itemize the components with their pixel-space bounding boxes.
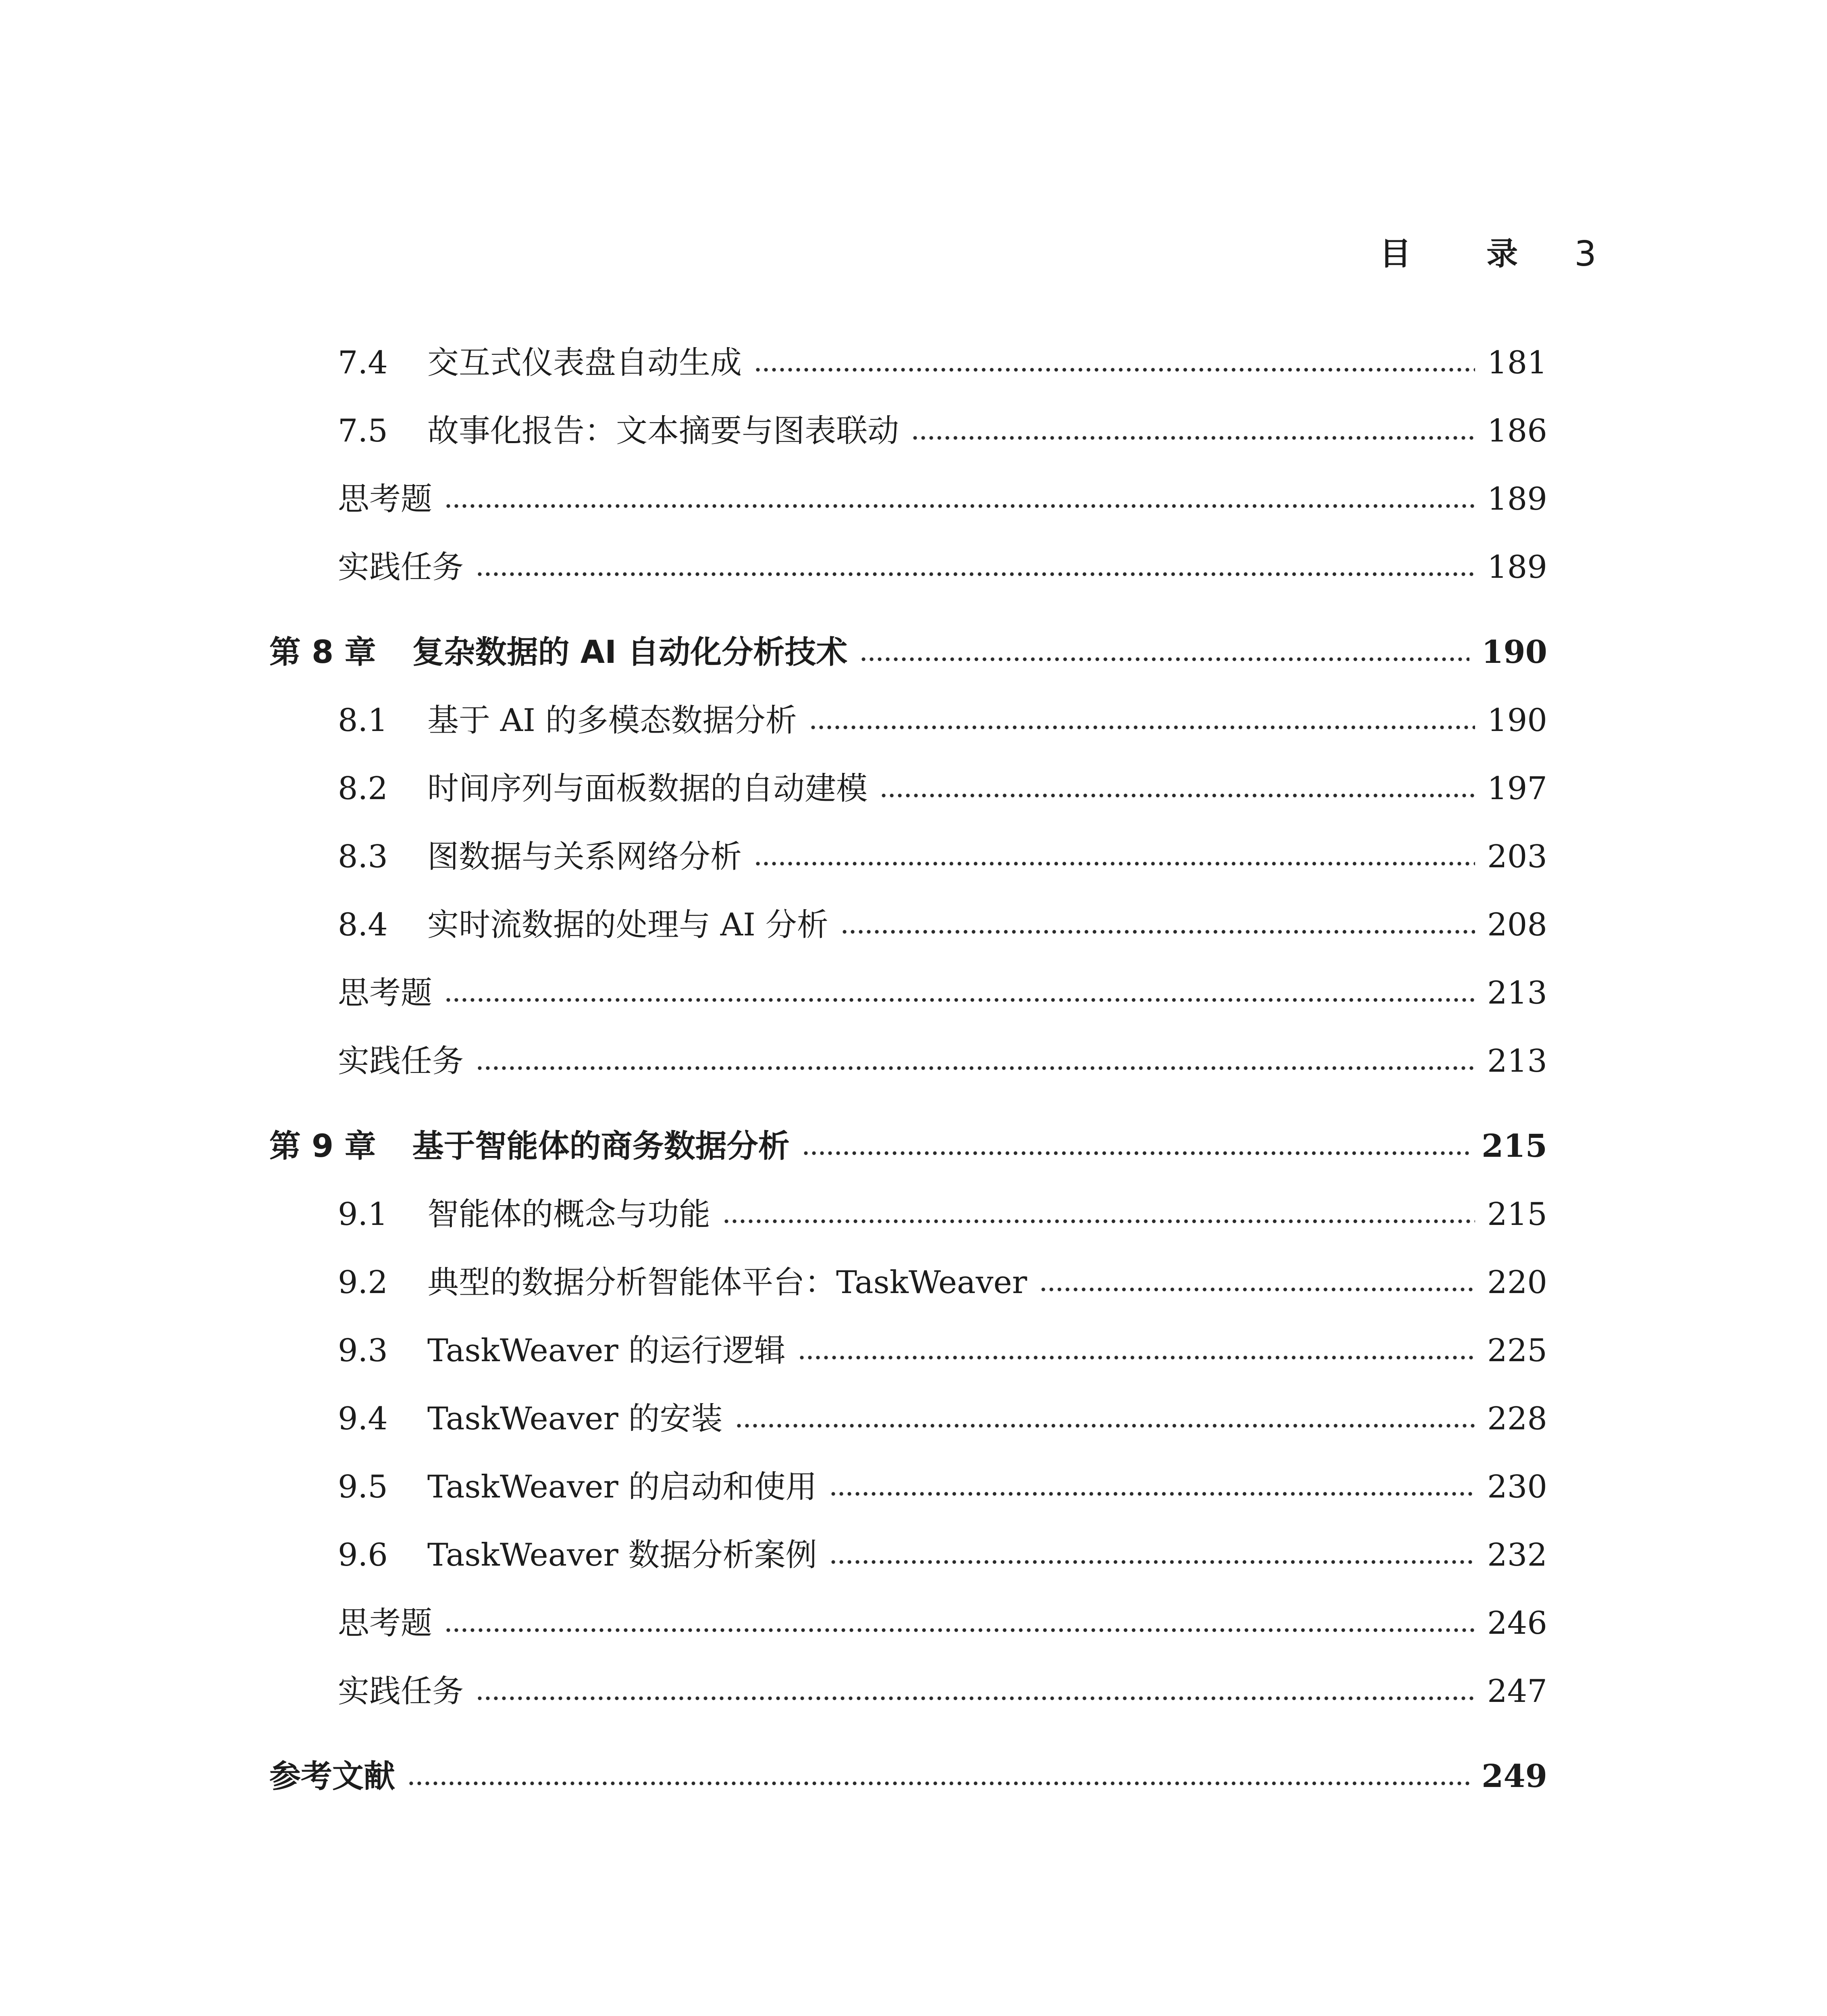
toc-entry-title: 智能体的概念与功能 xyxy=(427,1196,711,1233)
toc-entry-9-1[interactable] xyxy=(338,1190,1547,1239)
toc-dot-leader xyxy=(859,656,1469,663)
toc-dot-leader xyxy=(476,1695,1475,1702)
toc-entry-references[interactable] xyxy=(269,1752,1547,1801)
toc-entry-ch9-questions[interactable] xyxy=(338,1599,1547,1647)
toc-dot-leader xyxy=(476,571,1475,578)
toc-entry-page: 225 xyxy=(1487,1333,1547,1369)
toc-entry-8-4[interactable] xyxy=(338,901,1547,949)
toc-chapter-page: 215 xyxy=(1482,1128,1547,1164)
toc-entry-number: 7.5 xyxy=(338,413,388,449)
toc-entry-page: 189 xyxy=(1487,481,1547,517)
toc-entry-page: 232 xyxy=(1487,1537,1547,1573)
toc-dot-leader xyxy=(802,1150,1470,1157)
toc-entry-ch8-questions[interactable] xyxy=(338,969,1547,1017)
toc-entry-page: 190 xyxy=(1487,702,1547,739)
toc-entry-9-5[interactable] xyxy=(338,1463,1547,1511)
toc-entry-title: TaskWeaver 的启动和使用 xyxy=(427,1469,817,1505)
toc-entry-page: 189 xyxy=(1487,549,1547,585)
running-head-title: 目 录 xyxy=(1380,236,1550,272)
toc-entry-title: 思考题 xyxy=(338,481,433,517)
toc-dot-leader xyxy=(444,1627,1475,1634)
toc-entry-number: 9.5 xyxy=(338,1469,388,1505)
toc-entry-number: 8.4 xyxy=(338,907,388,943)
toc-entry-page: 213 xyxy=(1487,975,1547,1011)
toc-entry-ch7-practice[interactable] xyxy=(338,543,1547,591)
toc-entry-title: 实践任务 xyxy=(338,1673,464,1710)
toc-chapter-page: 249 xyxy=(1482,1758,1547,1795)
toc-dot-leader xyxy=(735,1422,1475,1429)
toc-entry-ch8-practice[interactable] xyxy=(338,1037,1547,1085)
toc-entry-page: 208 xyxy=(1487,907,1547,943)
toc-entry-page: 246 xyxy=(1487,1605,1547,1641)
toc-entry-title: 实践任务 xyxy=(338,1043,464,1079)
toc-entry-number: 9.6 xyxy=(338,1537,388,1573)
toc-entry-page: 213 xyxy=(1487,1043,1547,1079)
toc-entry-ch7-questions[interactable] xyxy=(338,475,1547,523)
toc-entry-9-2[interactable] xyxy=(338,1258,1547,1307)
toc-dot-leader xyxy=(829,1490,1475,1497)
toc-entry-9-3[interactable] xyxy=(338,1327,1547,1375)
toc-dot-leader xyxy=(911,434,1475,442)
toc-entry-9-4[interactable] xyxy=(338,1395,1547,1443)
toc-entry-number: 8.2 xyxy=(338,771,388,807)
toc-entry-number: 9.4 xyxy=(338,1401,388,1437)
toc-chapter-number: 第 8 章 xyxy=(269,634,376,671)
toc-entry-number: 8.1 xyxy=(338,702,388,739)
toc-entry-title: 思考题 xyxy=(338,975,433,1011)
toc-entry-page: 203 xyxy=(1487,839,1547,875)
toc-dot-leader xyxy=(809,724,1475,731)
toc-entry-page: 186 xyxy=(1487,413,1547,449)
toc-chapter-8[interactable] xyxy=(269,628,1547,677)
toc-entry-title: 基于 AI 的多模态数据分析 xyxy=(427,702,797,739)
toc-entry-8-3[interactable] xyxy=(338,833,1547,881)
toc-entry-page: 230 xyxy=(1487,1469,1547,1505)
toc-entry-title: 实时流数据的处理与 AI 分析 xyxy=(427,907,828,943)
toc-entry-title: 时间序列与面板数据的自动建模 xyxy=(427,771,868,807)
toc-entry-title: 实践任务 xyxy=(338,549,464,585)
toc-dot-leader xyxy=(722,1218,1475,1225)
toc-entry-number: 8.3 xyxy=(338,839,388,875)
toc-dot-leader xyxy=(476,1064,1475,1072)
toc-entry-7-5[interactable] xyxy=(338,407,1547,455)
toc-entry-title: TaskWeaver 数据分析案例 xyxy=(427,1537,817,1573)
toc-dot-leader xyxy=(754,860,1475,867)
toc-dot-leader xyxy=(1039,1286,1475,1293)
toc-dot-leader xyxy=(754,366,1475,373)
toc-chapter-page: 190 xyxy=(1482,634,1547,671)
toc-entry-number: 9.1 xyxy=(338,1196,388,1233)
toc-entry-title: TaskWeaver 的安装 xyxy=(427,1401,723,1437)
toc-entry-number: 9.3 xyxy=(338,1333,388,1369)
toc-entry-page: 220 xyxy=(1487,1264,1547,1301)
toc-entry-page: 197 xyxy=(1487,771,1547,807)
toc-chapter-title: 基于智能体的商务数据分析 xyxy=(412,1128,790,1164)
toc-entry-page: 181 xyxy=(1487,345,1547,381)
toc-entry-title: 思考题 xyxy=(338,1605,433,1641)
toc-dot-leader xyxy=(444,502,1475,510)
toc-dot-leader xyxy=(880,792,1475,799)
toc-entry-ch9-practice[interactable] xyxy=(338,1667,1547,1716)
toc-dot-leader xyxy=(444,996,1475,1004)
toc-entry-page: 247 xyxy=(1487,1673,1547,1710)
toc-entry-7-4[interactable] xyxy=(338,339,1547,387)
toc-entry-number: 9.2 xyxy=(338,1264,388,1301)
running-head-page-number: 3 xyxy=(1574,234,1596,274)
toc-chapter-number: 第 9 章 xyxy=(269,1128,376,1164)
toc-entry-title: 交互式仪表盘自动生成 xyxy=(427,345,742,381)
toc-dot-leader xyxy=(829,1558,1475,1566)
toc-entry-8-2[interactable] xyxy=(338,764,1547,813)
toc-dot-leader xyxy=(798,1354,1475,1361)
toc-chapter-title: 复杂数据的 AI 自动化分析技术 xyxy=(412,634,848,671)
toc-entry-title: 故事化报告：文本摘要与图表联动 xyxy=(427,413,899,449)
toc-entry-title: TaskWeaver 的运行逻辑 xyxy=(427,1333,786,1369)
toc-entry-page: 228 xyxy=(1487,1401,1547,1437)
toc-chapter-9[interactable] xyxy=(269,1122,1547,1170)
toc-dot-leader xyxy=(407,1780,1469,1787)
toc-entry-title: 图数据与关系网络分析 xyxy=(427,839,742,875)
toc-chapter-title: 参考文献 xyxy=(269,1758,395,1795)
toc-dot-leader xyxy=(841,928,1475,935)
toc-entry-number: 7.4 xyxy=(338,345,388,381)
toc-entry-9-6[interactable] xyxy=(338,1531,1547,1579)
toc-entry-title: 典型的数据分析智能体平台：TaskWeaver xyxy=(427,1264,1027,1301)
toc-entry-8-1[interactable] xyxy=(338,696,1547,745)
toc-entry-page: 215 xyxy=(1487,1196,1547,1233)
